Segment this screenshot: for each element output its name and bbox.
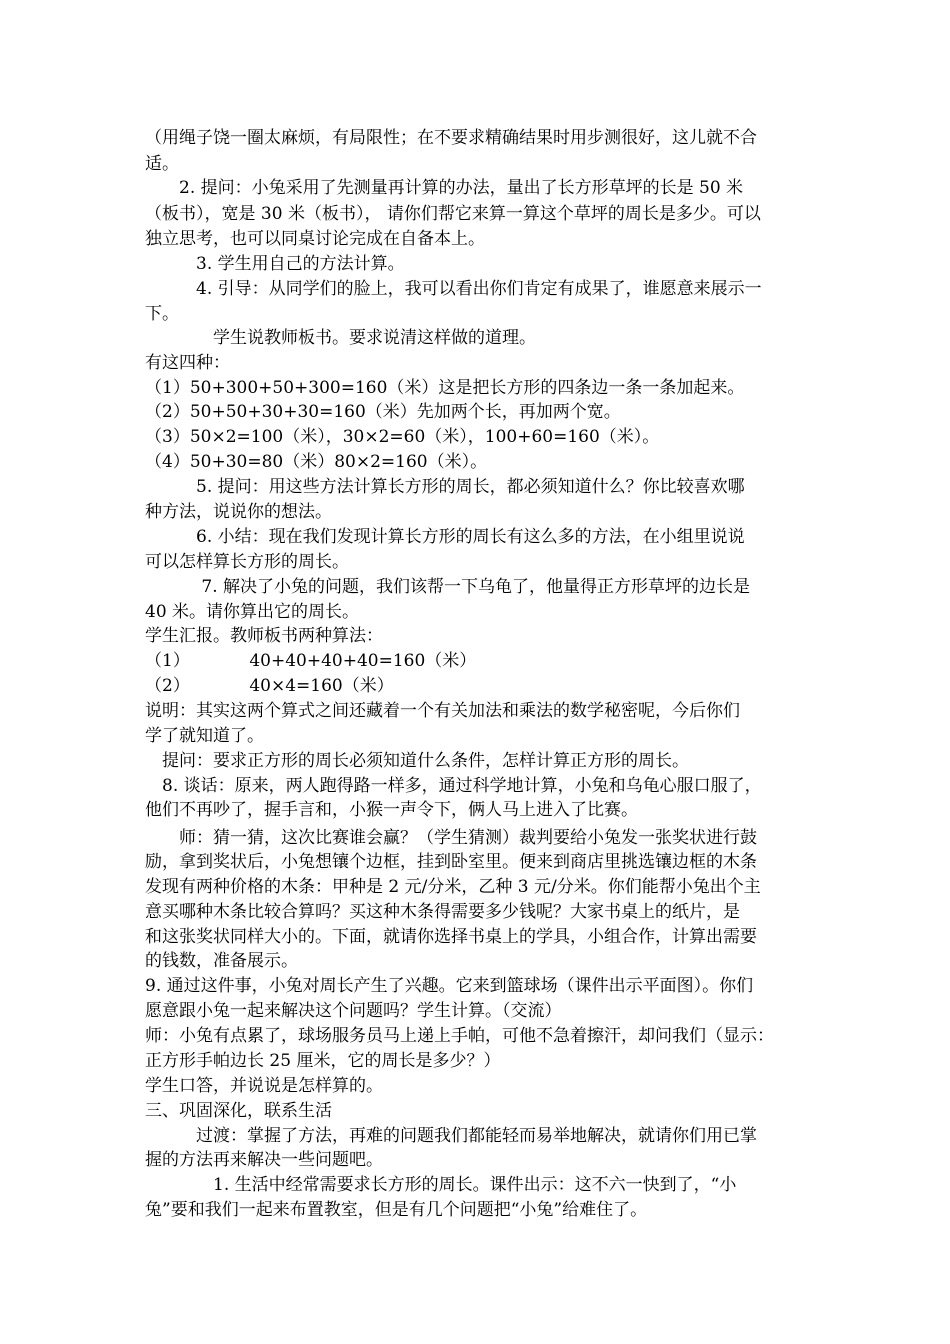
text-line: 他们不再吵了，握手言和，小猴一声令下，俩人马上进入了比赛。 bbox=[145, 800, 638, 820]
text-line: 学了就知道了。 bbox=[145, 726, 264, 746]
text-line: 7. 解决了小兔的问题，我们该帮一下乌龟了，他量得正方形草坪的边长是 bbox=[145, 577, 751, 597]
text-line: 9. 通过这件事，小兔对周长产生了兴趣。它来到篮球场（课件出示平面图）。你们 bbox=[145, 976, 754, 996]
text-line: （4）50+30=80（米）80×2=160（米）。 bbox=[145, 452, 488, 472]
text-line: 正方形手帕边长 25 厘米，它的周长是多少？） bbox=[145, 1051, 501, 1071]
text-line: 下。 bbox=[145, 304, 179, 324]
text-line: 有这四种： bbox=[145, 353, 230, 373]
text-line: （1） 40+40+40+40=160（米） bbox=[145, 651, 477, 671]
text-line: 说明：其实这两个算式之间还藏着一个有关加法和乘法的数学秘密呢，今后你们 bbox=[145, 701, 740, 721]
text-line: 意买哪种木条比较合算吗？买这种木条得需要多少钱呢？大家书桌上的纸片，是 bbox=[145, 902, 740, 922]
text-line: （1）50+300+50+300=160（米）这是把长方形的四条边一条一条加起来。 bbox=[145, 378, 745, 398]
text-line: 师：猜一猜，这次比赛谁会赢？（学生猜测）裁判要给小兔发一张奖状进行鼓 bbox=[145, 828, 757, 848]
text-line: 独立思考，也可以同桌讨论完成在自备本上。 bbox=[145, 229, 485, 249]
text-line: 可以怎样算长方形的周长。 bbox=[145, 552, 349, 572]
text-line: 学生口答，并说说是怎样算的。 bbox=[145, 1076, 383, 1096]
text-line: 握的方法再来解决一些问题吧。 bbox=[145, 1150, 383, 1170]
text-line: 励，拿到奖状后，小兔想镶个边框，挂到卧室里。便来到商店里挑选镶边框的木条 bbox=[145, 852, 757, 872]
text-line: 4. 引导：从同学们的脸上，我可以看出你们肯定有成果了，谁愿意来展示一 bbox=[145, 279, 762, 299]
text-line: 和这张奖状同样大小的。下面，就请你选择书桌上的学具，小组合作，计算出需要 bbox=[145, 927, 757, 947]
text-line: 提问：要求正方形的周长必须知道什么条件，怎样计算正方形的周长。 bbox=[145, 751, 689, 771]
text-line: 兔”要和我们一起来布置教室，但是有几个问题把“小兔”给难住了。 bbox=[145, 1200, 648, 1220]
text-line: 8. 谈话：原来，两人跑得路一样多，通过科学地计算，小兔和乌龟心服口服了， bbox=[145, 776, 762, 796]
text-line: 5. 提问：用这些方法计算长方形的周长，都必须知道什么？你比较喜欢哪 bbox=[145, 477, 745, 497]
text-line: （用绳子饶一圈太麻烦，有局限性；在不要求精确结果时用步测很好，这儿就不合 bbox=[145, 128, 757, 148]
text-line: 愿意跟小兔一起来解决这个问题吗？学生计算。（交流） bbox=[145, 1001, 562, 1021]
text-line: （2）50+50+30+30=160（米）先加两个长，再加两个宽。 bbox=[145, 402, 621, 422]
section-heading: 三、巩固深化，联系生活 bbox=[145, 1101, 332, 1121]
text-line: 的钱数，准备展示。 bbox=[145, 951, 298, 971]
text-line: （2） 40×4=160（米） bbox=[145, 676, 394, 696]
text-line: 2. 提问：小兔采用了先测量再计算的办法，量出了长方形草坪的长是 50 米 bbox=[145, 178, 744, 198]
text-line: 3. 学生用自己的方法计算。 bbox=[145, 254, 405, 274]
text-line: 学生汇报。教师板书两种算法： bbox=[145, 626, 383, 646]
text-line: （3）50×2=100（米），30×2=60（米），100+60=160（米）。 bbox=[145, 427, 660, 447]
text-line: 过渡：掌握了方法，再难的问题我们都能轻而易举地解决，就请你们用已掌 bbox=[145, 1126, 757, 1146]
text-line: 适。 bbox=[145, 154, 179, 174]
text-line: 6. 小结：现在我们发现计算长方形的周长有这么多的方法，在小组里说说 bbox=[145, 527, 745, 547]
text-line: 40 米。请你算出它的周长。 bbox=[145, 602, 360, 622]
text-line: 1. 生活中经常需要求长方形的周长。课件出示：这不六一快到了，“小 bbox=[145, 1175, 737, 1195]
text-line: 师：小兔有点累了，球场服务员马上递上手帕，可他不急着擦汗，却问我们（显示： bbox=[145, 1026, 774, 1046]
text-line: （板书），宽是 30 米（板书）， 请你们帮它来算一算这个草坪的周长是多少。可以 bbox=[145, 204, 761, 224]
text-line: 学生说教师板书。要求说清这样做的道理。 bbox=[145, 328, 536, 348]
text-line: 种方法，说说你的想法。 bbox=[145, 502, 332, 522]
text-line: 发现有两种价格的木条：甲种是 2 元/分米，乙种 3 元/分米。你们能帮小兔出个主 bbox=[145, 877, 761, 897]
